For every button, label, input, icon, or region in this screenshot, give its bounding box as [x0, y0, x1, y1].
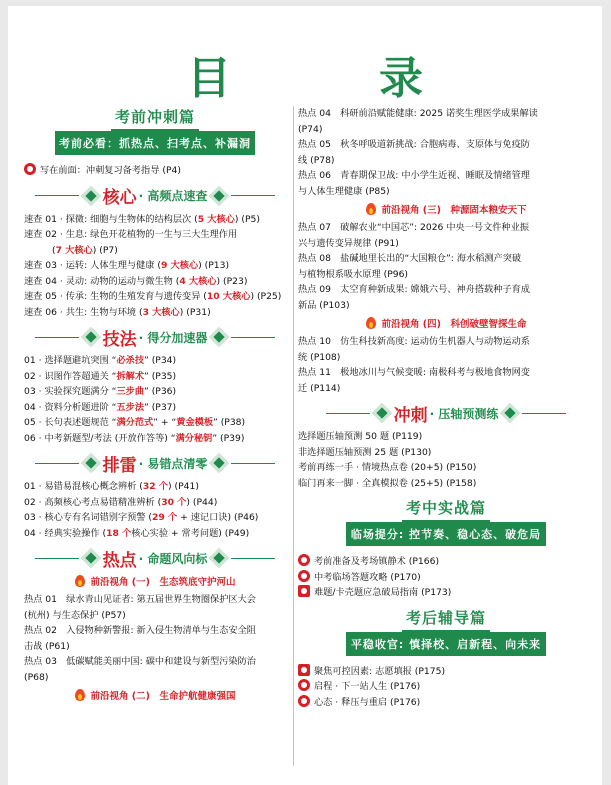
toc-item[interactable]: 难题/卡壳题应急破局指南 (P173)	[298, 585, 594, 601]
section-after	[298, 607, 594, 656]
toc-item[interactable]: 热点 04 科研前沿赋能健康: 2025 诺奖生理医学成果解读	[298, 108, 538, 119]
column-divider	[293, 106, 294, 766]
toc-item[interactable]: 02 · 高频核心考点易错精准辨析 (30 个) (P44)	[24, 496, 218, 508]
predict-list	[298, 429, 594, 491]
toc-item[interactable]: 中考临场答题攻略 (P170)	[298, 570, 594, 586]
section-prep	[24, 106, 286, 155]
toc-item[interactable]: 04 · 资料分析题进阶 “五步法” (P37)	[24, 401, 177, 413]
toc-item[interactable]: 热点 03 低碳赋能美丽中国: 碳中和建设与新型污染防治	[24, 656, 256, 667]
hot-list-4	[298, 334, 594, 396]
toc-item[interactable]: 心态 · 释压与重启 (P176)	[298, 695, 594, 711]
section-exam-subtitle: 临场提分: 控节奏、稳心态、破危局	[346, 522, 546, 546]
toc-item[interactable]: 热点 07 破解农业“中国芯”: 2026 中央一号文件种业振	[298, 222, 530, 233]
toc-item-continued[interactable]: (P68)	[24, 671, 49, 683]
toc-item-continued[interactable]: 线 (P78)	[298, 154, 335, 166]
toc-item[interactable]: 速查 04 · 灵动: 动物的运动与微生物 (4 大核心) (P23)	[24, 275, 248, 287]
toc-item[interactable]: 启程 · 下一站人生 (P176)	[298, 679, 594, 695]
header-predict: 冲刺 · 压轴预测练	[298, 402, 594, 424]
toc-item-continued[interactable]: (7 大核心) (P7)	[52, 244, 118, 256]
diamond-icon	[81, 453, 101, 473]
heart-icon	[298, 554, 310, 566]
flame-icon	[366, 203, 376, 215]
toc-item[interactable]: 热点 10 仿生科技新高度: 运动仿生机器人与动物运动系	[298, 336, 530, 347]
toc-item[interactable]: 考前再练一手 · 情境热点卷 (20+5) (P150)	[298, 462, 477, 473]
diamond-icon	[81, 548, 101, 568]
toc-item[interactable]: 速查 03 · 运转: 人体生理与健康 (9 大核心) (P13)	[24, 260, 230, 271]
toc-item[interactable]: 速查 05 · 传承: 生物的生殖发育与遗传变异 (10 大核心) (P25)	[24, 291, 282, 302]
frontier-heading-4: 前沿视角 (四) 科创破壁智探生命	[298, 316, 594, 330]
section-prep-title: 考前冲刺篇	[111, 106, 199, 131]
frontier-heading-3: 前沿视角 (三) 种源固本粮安天下	[298, 202, 594, 216]
frontier-heading-2: 前沿视角 (二) 生命护航健康强国	[24, 688, 286, 702]
after-list	[298, 664, 594, 711]
toc-item[interactable]: 聚焦可控因素: 志愿填报 (P175)	[298, 664, 594, 680]
skills-list	[24, 353, 286, 446]
toc-item[interactable]: 03 · 实验探究题满分 “三步曲” (P36)	[24, 386, 177, 397]
toc-item-continued[interactable]: 与人体生理健康 (P85)	[298, 185, 390, 197]
toc-item[interactable]: 热点 06 青春期保卫战: 中小学生近视、睡眠及情绪管理	[298, 170, 530, 181]
toc-item[interactable]: 速查 01 · 探微: 细胞与生物体的结构层次 (5 大核心) (P5)	[24, 213, 260, 225]
diamond-icon	[500, 403, 520, 423]
toc-item-continued[interactable]: (P74)	[298, 123, 323, 135]
toc-item-continued[interactable]: (杭州) 与生态保护 (P57)	[24, 609, 126, 621]
target-icon	[298, 570, 310, 582]
header-skills: 技法 · 得分加速器	[24, 326, 286, 348]
left-column	[24, 106, 286, 706]
toc-item[interactable]: 03 · 核心专有名词错别字预警 (29 个 + 速记口诀) (P46)	[24, 512, 259, 523]
page-title: 目 录	[187, 53, 475, 104]
toc-item[interactable]: 05 · 长句表述题规范 “满分范式” + “黄金模板” (P38)	[24, 417, 246, 428]
hot-list-1	[24, 592, 286, 685]
toc-item-continued[interactable]: 兴与遗传变异规律 (P91)	[298, 237, 399, 249]
core-list	[24, 212, 286, 321]
frontier-heading-1: 前沿视角 (一) 生态筑底守护河山	[24, 574, 286, 588]
toc-item-continued[interactable]: 击战 (P61)	[24, 640, 70, 652]
toc-page	[8, 6, 602, 785]
hot-list-2	[298, 106, 594, 199]
traps-list	[24, 479, 286, 541]
flame-icon	[366, 317, 376, 329]
toc-item[interactable]: 速查 06 · 共生: 生物与环境 (3 大核心) (P31)	[24, 306, 211, 318]
toc-item[interactable]: 非选择题压轴预测 25 题 (P130)	[298, 446, 432, 458]
smile-icon	[298, 695, 310, 707]
star-icon	[298, 585, 310, 597]
toc-item[interactable]: 热点 08 盐碱地里长出的“大国粮仓”: 海水稻测产突破	[298, 253, 522, 264]
toc-item[interactable]: 06 · 中考新题型/考法 (开放作答等) “满分秘钥” (P39)	[24, 432, 245, 444]
header-core: 核心 · 高频点速查	[24, 185, 286, 207]
toc-item[interactable]: 热点 11 极地冰川与气候变暖: 南极科考与极地食物网变	[298, 367, 530, 378]
exam-list	[298, 554, 594, 601]
toc-item[interactable]: 01 · 易错易混核心概念辨析 (32 个) (P41)	[24, 481, 199, 492]
diamond-icon	[81, 186, 101, 206]
section-after-title: 考后辅导篇	[402, 607, 490, 632]
diamond-icon	[81, 327, 101, 347]
toc-item[interactable]: 热点 02 入侵物种新警报: 新入侵生物清单与生态安全阻	[24, 625, 256, 636]
section-prep-subtitle: 考前必看：抓热点、扫考点、补漏洞	[55, 131, 255, 155]
toc-item[interactable]: 速查 02 · 生息: 绿色开花植物的一生与三大生理作用	[24, 229, 238, 240]
toc-item[interactable]: 考前准备及考场镇静术 (P166)	[298, 554, 594, 570]
diamond-icon	[209, 453, 229, 473]
toc-item-continued[interactable]: 统 (P108)	[298, 351, 341, 363]
header-traps: 排雷 · 易错点清零	[24, 452, 286, 474]
toc-item[interactable]: 选择题压轴预测 50 题 (P119)	[298, 431, 423, 442]
section-exam	[298, 497, 594, 546]
section-after-subtitle: 平稳收官: 慎择校、启新程、向未来	[346, 632, 546, 656]
toc-item[interactable]: 热点 09 太空育种新成果: 嫦娥六号、神舟搭载种子育成	[298, 284, 530, 295]
toc-item[interactable]: 临门再来一脚 · 全真模拟卷 (25+5) (P158)	[298, 477, 477, 489]
compass-icon	[298, 679, 310, 691]
header-hot: 热点 · 命题风向标	[24, 547, 286, 569]
preface-item[interactable]: 写在前面：冲刺复习备考指导 (P4)	[24, 163, 286, 179]
section-exam-title: 考中实战篇	[402, 497, 490, 522]
diamond-icon	[209, 186, 229, 206]
toc-item-continued[interactable]: 与植物根系吸水原理 (P96)	[298, 268, 409, 280]
flame-icon	[75, 575, 85, 587]
toc-item[interactable]: 02 · 识图作答超通关 “拆解术” (P35)	[24, 370, 177, 382]
toc-item[interactable]: 04 · 经典实验操作 (18 个核心实验 + 常考问题) (P49)	[24, 527, 250, 539]
edit-icon	[298, 664, 310, 676]
flame-icon	[75, 689, 85, 701]
toc-item[interactable]: 01 · 选择题避坑突围 “必杀技” (P34)	[24, 355, 177, 366]
heart-icon	[24, 163, 36, 175]
hot-list-3	[298, 220, 594, 313]
toc-item-continued[interactable]: 新品 (P103)	[298, 299, 350, 311]
toc-item-continued[interactable]: 迁 (P114)	[298, 382, 341, 394]
diamond-icon	[209, 327, 229, 347]
toc-item[interactable]: 热点 05 秋冬呼吸道新挑战: 合胞病毒、支原体与免疫防	[298, 139, 530, 150]
toc-item[interactable]: 热点 01 绿水青山见证者: 第五届世界生物圈保护区大会	[24, 594, 256, 605]
diamond-icon	[209, 548, 229, 568]
diamond-icon	[372, 403, 392, 423]
right-column	[298, 106, 594, 710]
